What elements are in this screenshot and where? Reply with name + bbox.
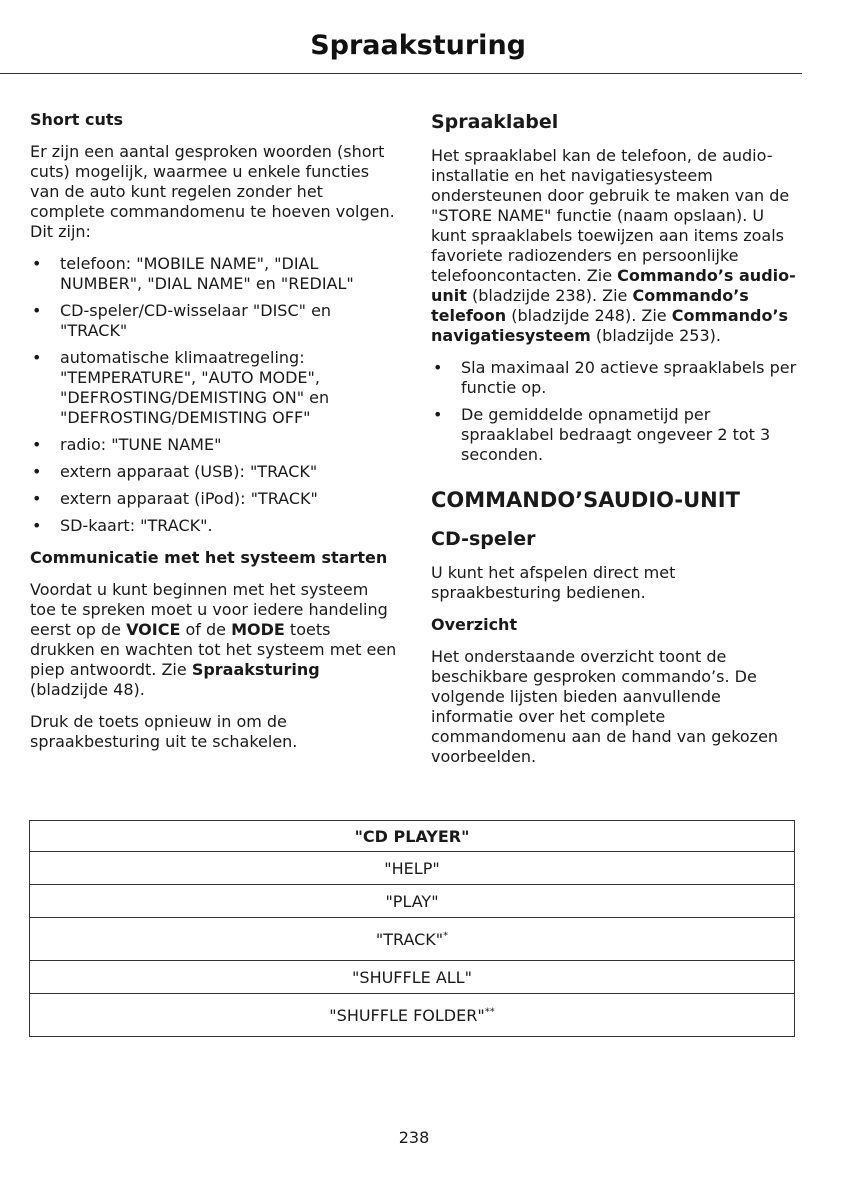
shortcuts-list <box>30 254 398 536</box>
spraaklabel-list <box>431 358 801 465</box>
footnote-marker: * <box>443 930 449 942</box>
start-heading: Communicatie met het systeem starten <box>30 548 388 567</box>
shortcuts-heading: Short cuts <box>30 110 124 129</box>
bullet-icon: • <box>433 358 443 377</box>
bullet-icon: • <box>32 301 42 320</box>
list-item: • extern apparaat (iPod): "TRACK" <box>32 489 318 508</box>
header-rule <box>0 73 802 74</box>
table-row <box>30 885 795 918</box>
list-item: • Sla maximaal 20 actieve spraaklabels per functie op. <box>433 358 797 397</box>
overzicht-paragraph: Het onderstaande overzicht toont de beschikbare gesproken commando’s. De volgende lijsten bieden aanvullende informatie over het complete commandomenu aan de hand van gekozen voorbeelden. <box>431 647 779 766</box>
overzicht-heading: Overzicht <box>431 615 518 634</box>
right-column <box>431 110 801 779</box>
table-row <box>30 994 795 1037</box>
voice-key-label: VOICE <box>126 620 181 639</box>
mode-key-label: MODE <box>231 620 285 639</box>
table-cell: "SHUFFLE FOLDER"** <box>30 994 795 1037</box>
spraaksturing-reference: Spraaksturing <box>191 660 320 679</box>
bullet-icon: • <box>32 435 42 454</box>
bullet-icon: • <box>32 516 42 535</box>
spraaklabel-heading: Spraaklabel <box>431 111 559 133</box>
footnote-marker: ** <box>484 1006 495 1018</box>
list-item: • radio: "TUNE NAME" <box>32 435 222 454</box>
table-cell: "HELP" <box>30 852 795 885</box>
navigatie-reference: Commando’s navigatiesysteem <box>431 306 789 345</box>
bullet-icon: • <box>32 462 42 481</box>
list-item: • automatische klimaatregeling: "TEMPERATURE", "AUTO MODE", "DEFROSTING/DEMISTING ON" en "DEFROSTING/DEMISTING OFF" <box>32 348 330 427</box>
table-header-row <box>30 821 795 852</box>
list-item: • extern apparaat (USB): "TRACK" <box>32 462 318 481</box>
spraaklabel-paragraph: Het spraaklabel kan de telefoon, de audio-installatie en het navigatiesysteem ondersteunen door gebruik te maken van de "STORE NAME" functie (naam opslaan). U kunt spraaklabels toewijzen aan items zoals favoriete radiozenders en persoonlijke telefooncontacten. Zie Commando’s audio-unit (bladzijde 238). Zie Commando’s telefoon (bladzijde 248). Zie Commando’s navigatiesysteem (bladzijde 253). <box>431 146 796 345</box>
table-row <box>30 852 795 885</box>
stop-paragraph: Druk de toets opnieuw in om de spraakbesturing uit te schakelen. <box>30 712 298 751</box>
audio-unit-reference: Commando’s audio-unit <box>431 266 796 305</box>
left-column <box>30 110 398 764</box>
page-number: 238 <box>398 1128 430 1147</box>
page-title: Spraaksturing <box>310 30 526 61</box>
table-header-cell: "CD PLAYER" <box>30 821 795 852</box>
telefoon-reference: Commando’s telefoon <box>431 286 749 325</box>
bullet-icon: • <box>32 348 42 367</box>
cd-speler-heading: CD-speler <box>431 528 536 550</box>
table-row <box>30 918 795 961</box>
list-item: • SD-kaart: "TRACK". <box>32 516 213 535</box>
start-paragraph: Voordat u kunt beginnen met het systeem toe te spreken moet u voor iedere handeling eerst op de VOICE of de MODE toets drukken en wachten tot het systeem met een piep antwoordt. Zie Spraaksturing (bladzijde 48). <box>30 580 397 699</box>
bullet-icon: • <box>32 254 42 273</box>
table-cell: "SHUFFLE ALL" <box>30 961 795 994</box>
list-item: • CD-speler/CD-wisselaar "DISC" en "TRACK" <box>32 301 332 340</box>
audio-unit-heading: COMMANDO’SAUDIO-UNIT <box>431 488 740 512</box>
cd-speler-paragraph: U kunt het afspelen direct met spraakbesturing bedienen. <box>431 563 676 602</box>
bullet-icon: • <box>433 405 443 424</box>
cd-player-command-table <box>29 820 795 1037</box>
shortcuts-intro: Er zijn een aantal gesproken woorden (short cuts) mogelijk, waarmee u enkele functies van de auto kunt regelen zonder het complete commandomenu te hoeven volgen. Dit zijn: <box>30 142 395 241</box>
table-row <box>30 961 795 994</box>
table-cell: "TRACK"* <box>30 918 795 961</box>
list-item: • telefoon: "MOBILE NAME", "DIAL NUMBER", "DIAL NAME" en "REDIAL" <box>32 254 354 293</box>
bullet-icon: • <box>32 489 42 508</box>
list-item: • De gemiddelde opnametijd per spraaklabel bedraagt ongeveer 2 tot 3 seconden. <box>433 405 771 464</box>
table-cell: "PLAY" <box>30 885 795 918</box>
